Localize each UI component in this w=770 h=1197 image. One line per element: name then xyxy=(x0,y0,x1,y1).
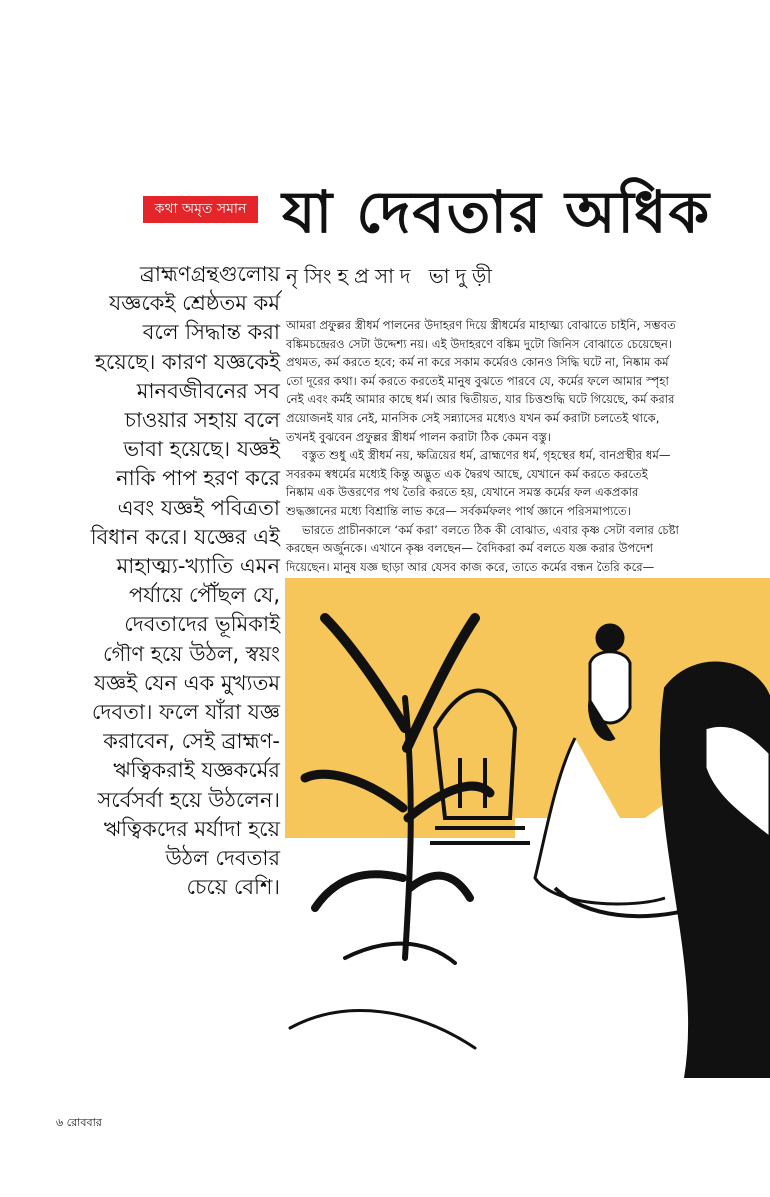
body-line: প্রয়োজনই যার নেই, মানসিক সেই সন্ন্যাসের মধ্যেও যখন কর্ম করাটা চলতেই থাকে, xyxy=(286,410,660,425)
pull-quote-line: মাহাত্ম্য-খ্যাতি এমন xyxy=(116,554,280,579)
pull-quote-line: উঠল দেবতার xyxy=(165,846,280,871)
body-line: প্রথমত, কর্ম করতে হবে; কর্ম না করে সকাম কর্মেরও কোনও সিদ্ধি ঘটে না, নিষ্কাম কর্ম xyxy=(286,355,669,370)
article-title: যা দেবতার অধিক xyxy=(282,178,712,246)
author-byline: নৃসিংহপ্রসাদ ভাদুড়ী xyxy=(286,264,499,288)
body-line: করছেন অর্জুনকে। এখানে কৃষ্ণ বলছেন— বৈদিকরা কর্ম বলতে যজ্ঞ করার উপদেশ xyxy=(286,541,653,556)
body-line: সবরকম স্বধর্মের মধ্যেই কিন্তু অদ্ভুত এক দ্বৈরথ আছে, যেখানে কর্ম করতে করতেই xyxy=(286,466,648,481)
pull-quote-line: ভাবা হয়েছে। যজ্ঞই xyxy=(123,437,280,462)
pull-quote-line: যজ্ঞকেই শ্রেষ্ঠতম কর্ম xyxy=(109,291,280,316)
pull-quote-line: দেবতা। ফলে যাঁরা যজ্ঞ xyxy=(91,700,280,725)
pull-quote-line: চেয়ে বেশি। xyxy=(186,875,280,900)
pull-quote-line: নাকি পাপ হরণ করে xyxy=(116,466,280,491)
body-line: শুদ্ধজ্ঞানের মধ্যে বিশ্রান্তি লাভ করে— সর্বকর্মফলং পার্থ জ্ঞানে পরিসমাপ্যতে। xyxy=(286,503,631,518)
pull-quote-line: চাওয়ার সহায় বলে xyxy=(124,408,280,433)
pull-quote-line: দেবতাদের ভূমিকাই xyxy=(124,612,280,637)
page-footer: ৬ রোববার xyxy=(56,1116,102,1129)
pull-quote-line: সর্বেসর্বা হয়ে উঠলেন। xyxy=(97,787,280,812)
pull-quote-line: ঋত্বিকদের মর্যাদা হয়ে xyxy=(103,816,280,841)
pull-quote-line: মানবজীবনের সব xyxy=(136,378,280,403)
pull-quote-line: ঋত্বিকরাই যজ্ঞকর্মের xyxy=(113,758,280,783)
body-line: ভারতে প্রাচীনকালে ‘কর্ম করা’ বলতে ঠিক কী বোঝাত, এবার কৃষ্ণ সেটা বলার চেষ্টা xyxy=(302,522,679,537)
illustration xyxy=(285,578,770,1078)
pull-quote-line: হয়েছে। কারণ যজ্ঞকেই xyxy=(94,349,280,374)
section-badge: কথা অমৃত সমান xyxy=(143,196,258,223)
body-line: আমরা প্রফুল্লর স্ত্রীধর্ম পালনের উদাহরণ দিয়ে স্ত্রীধর্মের মাহাত্ম্য বোঝাতে চাইনি, সম্ভবত xyxy=(286,318,676,332)
pull-quote-line: এবং যজ্ঞই পবিত্রতা xyxy=(117,495,280,520)
body-line: তখনই বুঝবেন প্রফুল্লর স্ত্রীধর্ম পালন করাটা ঠিক কেমন বস্তু। xyxy=(286,429,552,444)
pull-quote-line: বলে সিদ্ধান্ত করা xyxy=(142,320,280,345)
body-line: নিষ্কাম এক উত্তরণের পথ তৈরি করতে হয়, যেখানে সমস্ত কর্মের ফল একপ্রকার xyxy=(286,485,639,500)
body-line: দিয়েছেন। মানুষ যজ্ঞ ছাড়া আর যেসব কাজ করে, তাতে কর্মের বন্ধন তৈরি করে— xyxy=(286,559,655,574)
pull-quote-line: বিধান করে। যজ্ঞের এই xyxy=(90,524,280,549)
pull-quote-line: পর্যায়ে পৌঁছল যে, xyxy=(128,583,280,608)
pull-quote-line: করাবেন, সেই ব্রাহ্মণ- xyxy=(103,729,280,754)
pull-quote-line: যজ্ঞই যেন এক মুখ্যতম xyxy=(94,670,280,695)
pull-quote xyxy=(40,260,280,902)
pull-quote-line: ব্রাহ্মণগ্রন্থগুলোয় xyxy=(139,262,280,286)
pull-quote-line: গৌণ হয়ে উঠল, স্বয়ং xyxy=(103,641,280,666)
body-line: নেই এবং কর্মই আমার কাছে ধর্ম। আর দ্বিতীয়ত, যার চিত্তশুদ্ধি ঘটে গিয়েছে, কর্ম করার xyxy=(286,392,675,407)
article-body xyxy=(286,316,766,576)
body-line: তো দূরের কথা। কর্ম করতে করতেই মানুষ বুঝতে পারবে যে, কর্মের ফলে আমার স্পৃহা xyxy=(286,373,669,388)
body-line: বস্তুত শুধু এই স্ত্রীধর্ম নয়, ক্ষত্রিয়ের ধর্ম, ব্রাহ্মণের ধর্ম, গৃহস্থের ধর্ম, বানপ্রস্থীর ধর্ম— xyxy=(302,448,671,463)
body-line: বঙ্কিমচন্দ্রেরও সেটা উদ্দেশ্য নয়। এই উদাহরণে বঙ্কিম দুটো জিনিস বোঝাতে চেয়েছেন। xyxy=(286,336,673,351)
